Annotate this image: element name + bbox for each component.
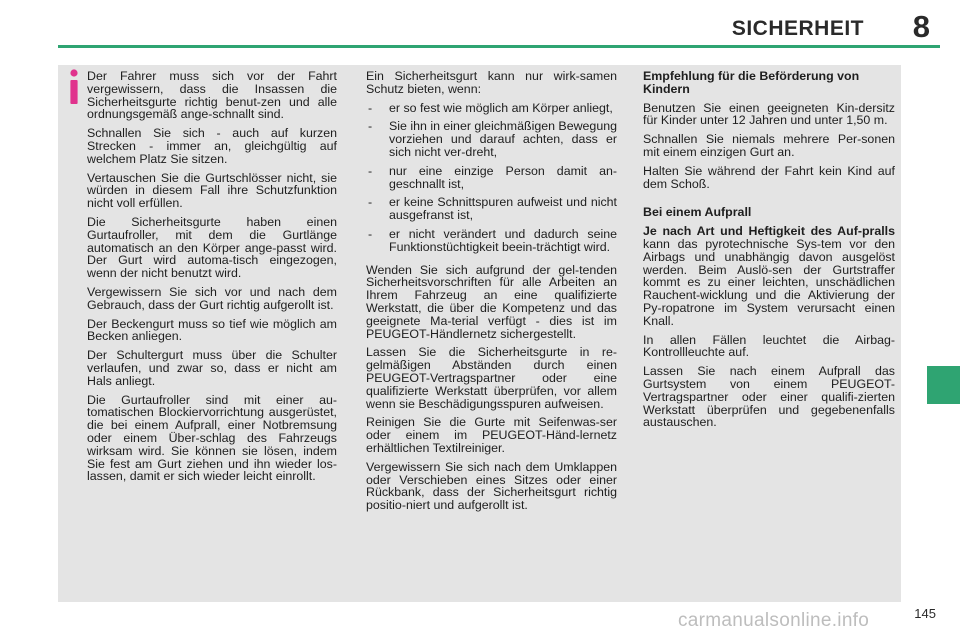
lead-text: kann das pyrotechnische Sys-tem vor den Airbags und unabhängig davon ausgelöst werden. Beim Auslö-sen der Gurtstraffer kommt es zu einer leichten, unschädlichen Rauchent-wicklung und die Aktivierung der Py-ropatrone im System verursacht einen Knall. xyxy=(643,236,895,328)
watermark: carmanualsonline.info xyxy=(678,610,870,631)
column-left xyxy=(87,70,337,489)
lead-bold-text: Je nach Art und Heftigkeit des Auf-pralls xyxy=(643,224,895,239)
paragraph xyxy=(643,225,895,327)
section-heading-children: Empfehlung für die Beförderung von Kindern xyxy=(643,69,860,96)
section-heading-impact: Bei einem Aufprall xyxy=(643,205,752,220)
paragraph: Vertauschen Sie die Gurtschlösser nicht, sie würden in diesem Fall ihre Schutzfunktion nicht voll erfüllen. xyxy=(87,170,337,211)
list-item xyxy=(366,196,617,222)
list-item-text: Sie ihn in einer gleichmäßigen Bewegung vorziehen und darauf achten, dass er sich nicht ver-dreht, xyxy=(389,119,617,159)
page-title: SICHERHEIT xyxy=(731,17,864,40)
paragraph: In allen Fällen leuchtet die Airbag-Kontrollleuchte auf. xyxy=(643,332,895,360)
paragraph: Schnallen Sie sich - auch auf kurzen Strecken - immer an, gleichgültig auf welchem Platz Sie sitzen. xyxy=(87,126,337,166)
info-icon xyxy=(63,68,85,106)
list-item xyxy=(366,165,617,191)
paragraph: Der Beckengurt muss so tief wie möglich am Becken anliegen. xyxy=(87,316,337,344)
dash-bullet: - xyxy=(368,195,373,210)
paragraph: Halten Sie während der Fahrt kein Kind auf dem Schoß. xyxy=(643,163,895,191)
column-middle xyxy=(366,70,617,518)
list-item xyxy=(366,120,617,158)
paragraph: Wenden Sie sich aufgrund der gel-tenden Sicherheitsvorschriften für alle Arbeiten an Ihrem Fahrzeug an eine qualifizierte Werkstatt, die über die Kompetenz und das geeignete Ma-terial verfügt - dies ist im PEUGEOT-Händlernetz sichergestellt. xyxy=(366,262,617,341)
list-item-text: nur eine einzige Person damit an-geschnallt ist, xyxy=(389,163,617,191)
list-item xyxy=(366,102,617,115)
dash-bullet: - xyxy=(368,119,373,134)
paragraph: Schnallen Sie niemals mehrere Per-sonen mit einem einzigen Gurt an. xyxy=(643,132,895,159)
paragraph: Die Gurtaufroller sind mit einer au-tomatischen Blockiervorrichtung ausgerüstet, die bei einem Aufprall, einer Notbremsung oder einem Über-schlag des Fahrzeugs wirksam wird. Sie können sie lösen, indem Sie fest am Gurt ziehen und ihn wieder los-lassen, damit er sich wieder leicht einrollt. xyxy=(87,392,337,484)
paragraph: Lassen Sie nach einem Aufprall das Gurtsystem von einem PEUGEOT-Vertragspartner oder einer qualifi-zierten Werkstatt überprüfen und gegebenenfalls austauschen. xyxy=(643,364,895,430)
paragraph: Vergewissern Sie sich vor und nach dem Gebrauch, dass der Gurt richtig aufgerollt ist. xyxy=(87,284,337,312)
header-divider xyxy=(58,45,940,48)
paragraph: Die Sicherheitsgurte haben einen Gurtaufroller, mit dem die Gurtlänge automatisch an den Körper ange-passt wird. Der Gurt wird automa-tisch eingezogen, wenn der nicht benutzt wird. xyxy=(87,214,337,281)
page-number: 145 xyxy=(914,606,936,621)
dash-bullet: - xyxy=(368,226,373,241)
list-item-text: er so fest wie möglich am Körper anliegt, xyxy=(389,100,613,115)
paragraph: Benutzen Sie einen geeigneten Kin-dersitz für Kinder unter 12 Jahren und unter 1,50 m. xyxy=(643,100,895,128)
paragraph: Vergewissern Sie sich nach dem Umklappen oder Verschieben eines Sitzes oder einer Rückbank, dass der Sicherheitsgurt richtig positio-niert und aufgerollt ist. xyxy=(366,459,617,513)
list-item-text: er keine Schnittspuren aufweist und nicht ausgefranst ist, xyxy=(389,195,617,223)
dash-bullet: - xyxy=(368,163,373,178)
column-right xyxy=(643,70,895,435)
paragraph: Lassen Sie die Sicherheitsgurte in re-gelmäßigen Abständen durch einen PEUGEOT-Vertragspartner oder eine qualifizierte Werkstatt überprüfen, vor allem wenn sie Beschädigungsspuren aufweisen. xyxy=(366,345,617,411)
paragraph: Der Fahrer muss sich vor der Fahrt vergewissern, dass die Insassen die Sicherheitsgurte richtig benut-zen und alle ordnungsgemäß ange-schnallt sind. xyxy=(87,69,337,122)
list-item-text: er nicht verändert und dadurch seine Funktionstüchtigkeit beein-trächtigt wird. xyxy=(389,226,617,254)
chapter-tab-marker xyxy=(927,366,960,404)
paragraph: Reinigen Sie die Gurte mit Seifenwas-ser oder einem im PEUGEOT-Händ-lernetz erhältlichen Textilreiniger. xyxy=(366,415,617,455)
paragraph: Der Schultergurt muss über die Schulter verlaufen, und zwar so, dass er nicht am Hals anliegt. xyxy=(87,348,337,388)
list-item xyxy=(366,228,617,254)
intro-text: Ein Sicherheitsgurt kann nur wirk-samen Schutz bieten, wenn: xyxy=(366,69,617,96)
condition-list xyxy=(366,102,617,254)
chapter-number: 8 xyxy=(912,9,930,44)
dash-bullet: - xyxy=(368,100,373,115)
